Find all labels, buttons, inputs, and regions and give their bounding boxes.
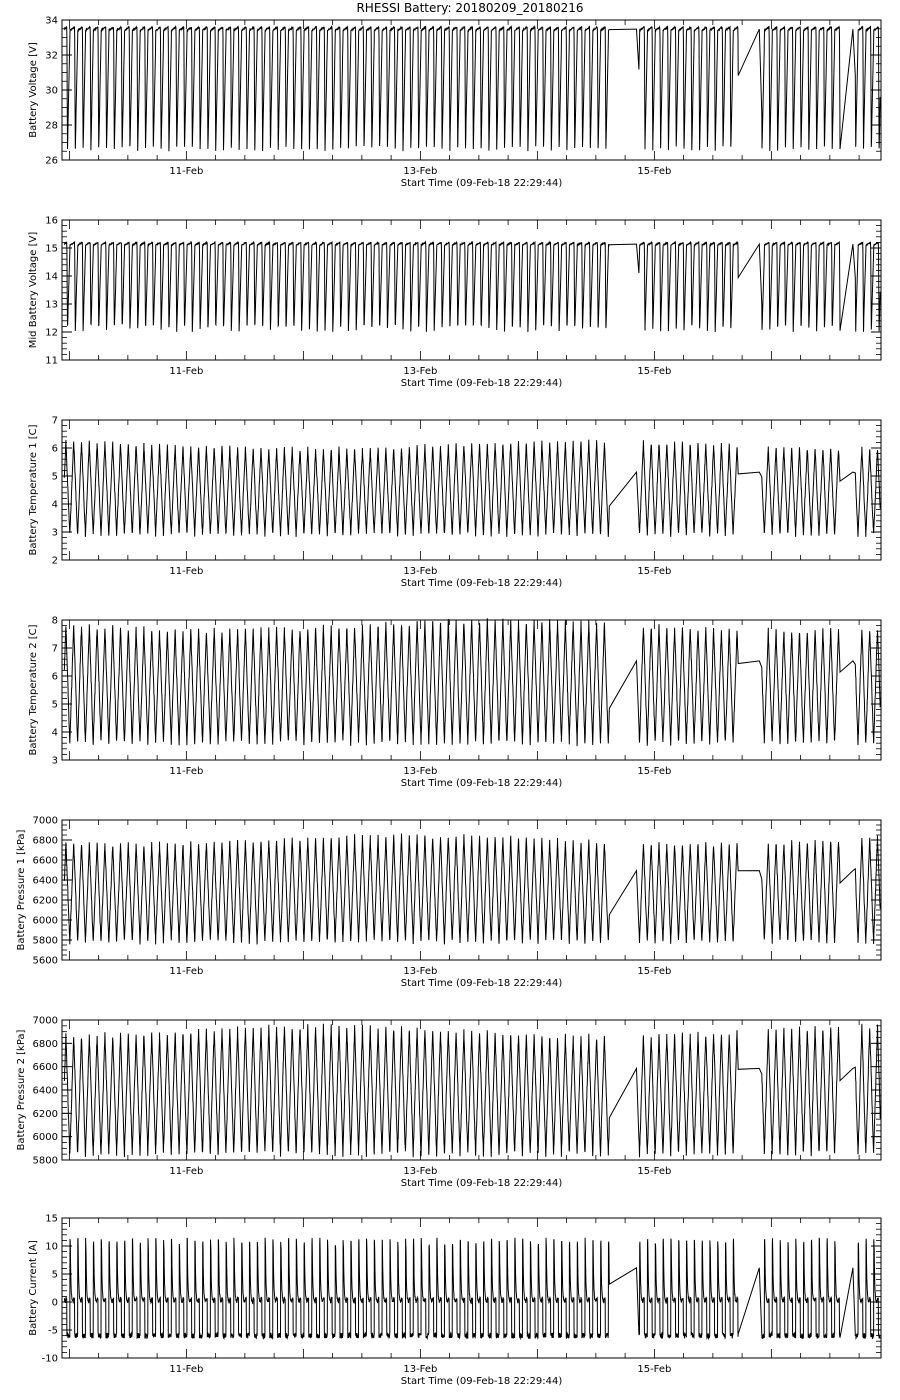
x-tick-label: 13-Feb: [403, 966, 438, 977]
y-tick-label: 30: [45, 85, 58, 97]
x-tick-label: 11-Feb: [169, 766, 204, 777]
x-tick-label: 11-Feb: [169, 1166, 204, 1177]
y-tick-label: 16: [45, 215, 58, 227]
x-tick-label: 13-Feb: [403, 1166, 438, 1177]
y-tick-label: 6: [51, 443, 58, 455]
x-axis-label: Start Time (09-Feb-18 22:29:44): [400, 378, 563, 389]
y-tick-label: 28: [45, 120, 58, 132]
x-tick-label: 13-Feb: [403, 1364, 438, 1375]
x-tick-label: 15-Feb: [637, 1166, 672, 1177]
y-tick-label: 5: [51, 471, 58, 483]
y-tick-label: 5: [51, 699, 58, 711]
y-tick-label: -10: [41, 1353, 58, 1365]
y-tick-label: 6000: [32, 915, 58, 927]
y-tick-label: 5600: [32, 955, 58, 967]
x-axis-label: Start Time (09-Feb-18 22:29:44): [400, 978, 563, 989]
x-tick-label: 15-Feb: [637, 166, 672, 177]
y-tick-label: 8: [51, 615, 58, 627]
y-axis-label: Battery Temperature 2 [C]: [28, 624, 39, 756]
y-axis-label: Battery Pressure 2 [kPa]: [16, 1029, 27, 1151]
y-tick-label: -5: [48, 1325, 58, 1337]
x-axis-label: Start Time (09-Feb-18 22:29:44): [400, 178, 563, 189]
y-tick-label: 32: [45, 50, 58, 62]
y-tick-label: 14: [45, 271, 58, 283]
y-tick-label: 2: [51, 555, 58, 567]
x-tick-label: 13-Feb: [403, 766, 438, 777]
x-axis-label: Start Time (09-Feb-18 22:29:44): [400, 1376, 563, 1387]
y-tick-label: 7000: [32, 1015, 58, 1027]
y-tick-label: 15: [45, 243, 58, 255]
y-tick-label: 6600: [32, 855, 58, 867]
y-tick-label: 11: [45, 355, 58, 367]
figure-title: RHESSI Battery: 20180209_20180216: [356, 1, 584, 15]
x-tick-label: 11-Feb: [169, 1364, 204, 1375]
y-axis-label: Battery Temperature 1 [C]: [28, 424, 39, 556]
x-tick-label: 11-Feb: [169, 966, 204, 977]
x-tick-label: 13-Feb: [403, 566, 438, 577]
y-tick-label: 34: [45, 15, 58, 27]
x-tick-label: 15-Feb: [637, 566, 672, 577]
y-axis-label: Mid Battery Voltage [V]: [28, 231, 39, 349]
y-tick-label: 10: [45, 1241, 58, 1253]
y-tick-label: 0: [51, 1297, 58, 1309]
y-tick-label: 4: [51, 499, 58, 511]
y-tick-label: 3: [51, 755, 58, 767]
x-axis-label: Start Time (09-Feb-18 22:29:44): [400, 578, 563, 589]
y-tick-label: 26: [45, 155, 58, 167]
x-tick-label: 15-Feb: [637, 366, 672, 377]
x-tick-label: 11-Feb: [169, 566, 204, 577]
y-tick-label: 7000: [32, 815, 58, 827]
x-axis-label: Start Time (09-Feb-18 22:29:44): [400, 778, 563, 789]
y-tick-label: 5800: [32, 1155, 58, 1167]
x-axis-label: Start Time (09-Feb-18 22:29:44): [400, 1178, 563, 1189]
y-tick-label: 12: [45, 327, 58, 339]
y-axis-label: Battery Current [A]: [28, 1240, 39, 1336]
y-axis-label: Battery Pressure 1 [kPa]: [16, 829, 27, 951]
y-tick-label: 15: [45, 1213, 58, 1225]
y-tick-label: 7: [51, 415, 58, 427]
y-tick-label: 6400: [32, 875, 58, 887]
y-tick-label: 6000: [32, 1132, 58, 1144]
y-tick-label: 3: [51, 527, 58, 539]
y-tick-label: 6200: [32, 895, 58, 907]
y-tick-label: 13: [45, 299, 58, 311]
y-tick-label: 6800: [32, 1038, 58, 1050]
x-tick-label: 13-Feb: [403, 166, 438, 177]
y-axis-label: Battery Voltage [V]: [28, 42, 39, 138]
y-tick-label: 7: [51, 643, 58, 655]
y-tick-label: 6: [51, 671, 58, 683]
x-tick-label: 11-Feb: [169, 366, 204, 377]
y-tick-label: 5: [51, 1269, 58, 1281]
y-tick-label: 5800: [32, 935, 58, 947]
x-tick-label: 15-Feb: [637, 966, 672, 977]
y-tick-label: 6400: [32, 1085, 58, 1097]
y-tick-label: 6200: [32, 1108, 58, 1120]
x-tick-label: 13-Feb: [403, 366, 438, 377]
x-tick-label: 11-Feb: [169, 166, 204, 177]
y-tick-label: 6800: [32, 835, 58, 847]
x-tick-label: 15-Feb: [637, 1364, 672, 1375]
y-tick-label: 6600: [32, 1062, 58, 1074]
y-tick-label: 4: [51, 727, 58, 739]
x-tick-label: 15-Feb: [637, 766, 672, 777]
